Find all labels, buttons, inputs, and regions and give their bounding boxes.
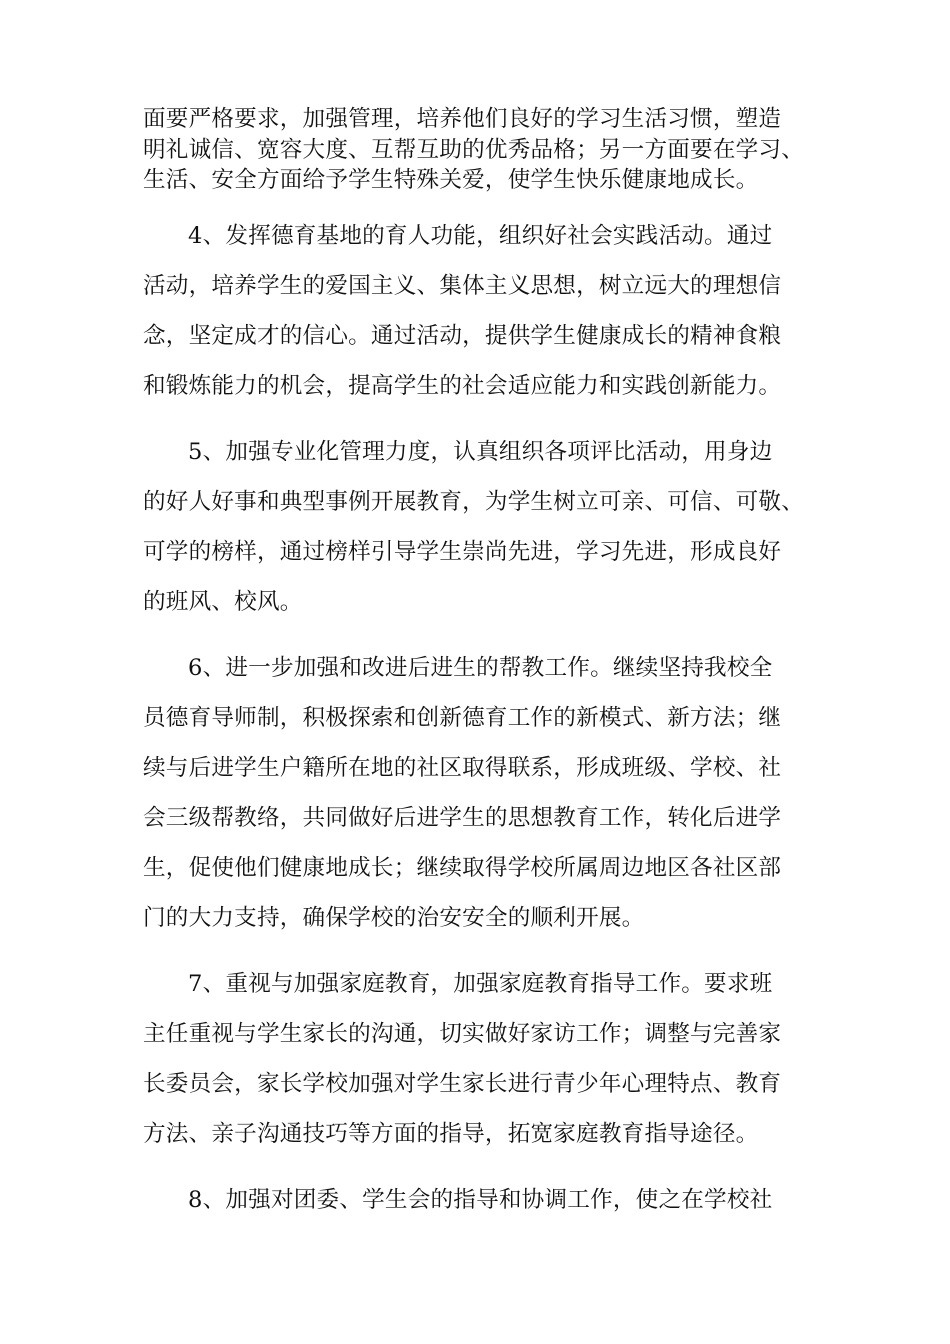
- text-line: 主任重视与学生家长的沟通，切实做好家访工作；调整与完善家: [143, 1021, 782, 1047]
- text-line: 会三级帮教络，共同做好后进学生的思想教育工作，转化后进学: [143, 805, 782, 831]
- text-line: 可学的榜样，通过榜样引导学生崇尚先进，学习先进，形成良好: [143, 539, 782, 565]
- text-line: 面要严格要求，加强管理，培养他们良好的学习生活习惯，塑造: [143, 106, 782, 132]
- paragraph-8-first-line: 8、加强对团委、学生会的指导和协调工作，使之在学校社: [188, 1187, 773, 1213]
- paragraph-4-first-line: 4、发挥德育基地的育人功能，组织好社会实践活动。通过: [188, 223, 773, 249]
- paragraph-6-first-line: 6、进一步加强和改进后进生的帮教工作。继续坚持我校全: [188, 655, 773, 681]
- text-line: 的好人好事和典型事例开展教育，为学生树立可亲、可信、可敬、: [143, 489, 805, 515]
- text-line: 长委员会，家长学校加强对学生家长进行青少年心理特点、教育: [143, 1071, 782, 1097]
- text-line: 和锻炼能力的机会，提高学生的社会适应能力和实践创新能力。: [143, 373, 782, 399]
- text-line: 的班风、校风。: [143, 589, 303, 615]
- paragraph-7-first-line: 7、重视与加强家庭教育，加强家庭教育指导工作。要求班: [188, 971, 773, 997]
- text-line: 明礼诚信、宽容大度、互帮互助的优秀品格；另一方面要在学习、: [143, 137, 805, 163]
- text-line: 生，促使他们健康地成长；继续取得学校所属周边地区各社区部: [143, 855, 782, 881]
- text-line: 生活、安全方面给予学生特殊关爱，使学生快乐健康地成长。: [143, 167, 759, 193]
- text-line: 念，坚定成才的信心。通过活动，提供学生健康成长的精神食粮: [143, 323, 782, 349]
- text-line: 门的大力支持，确保学校的治安安全的顺利开展。: [143, 905, 645, 931]
- paragraph-5-first-line: 5、加强专业化管理力度，认真组织各项评比活动，用身边: [188, 439, 773, 465]
- text-line: 活动，培养学生的爱国主义、集体主义思想，树立远大的理想信: [143, 273, 782, 299]
- text-line: 续与后进学生户籍所在地的社区取得联系，形成班级、学校、社: [143, 755, 782, 781]
- text-line: 方法、亲子沟通技巧等方面的指导，拓宽家庭教育指导途径。: [143, 1121, 759, 1147]
- text-line: 员德育导师制，积极探索和创新德育工作的新模式、新方法；继: [143, 705, 782, 731]
